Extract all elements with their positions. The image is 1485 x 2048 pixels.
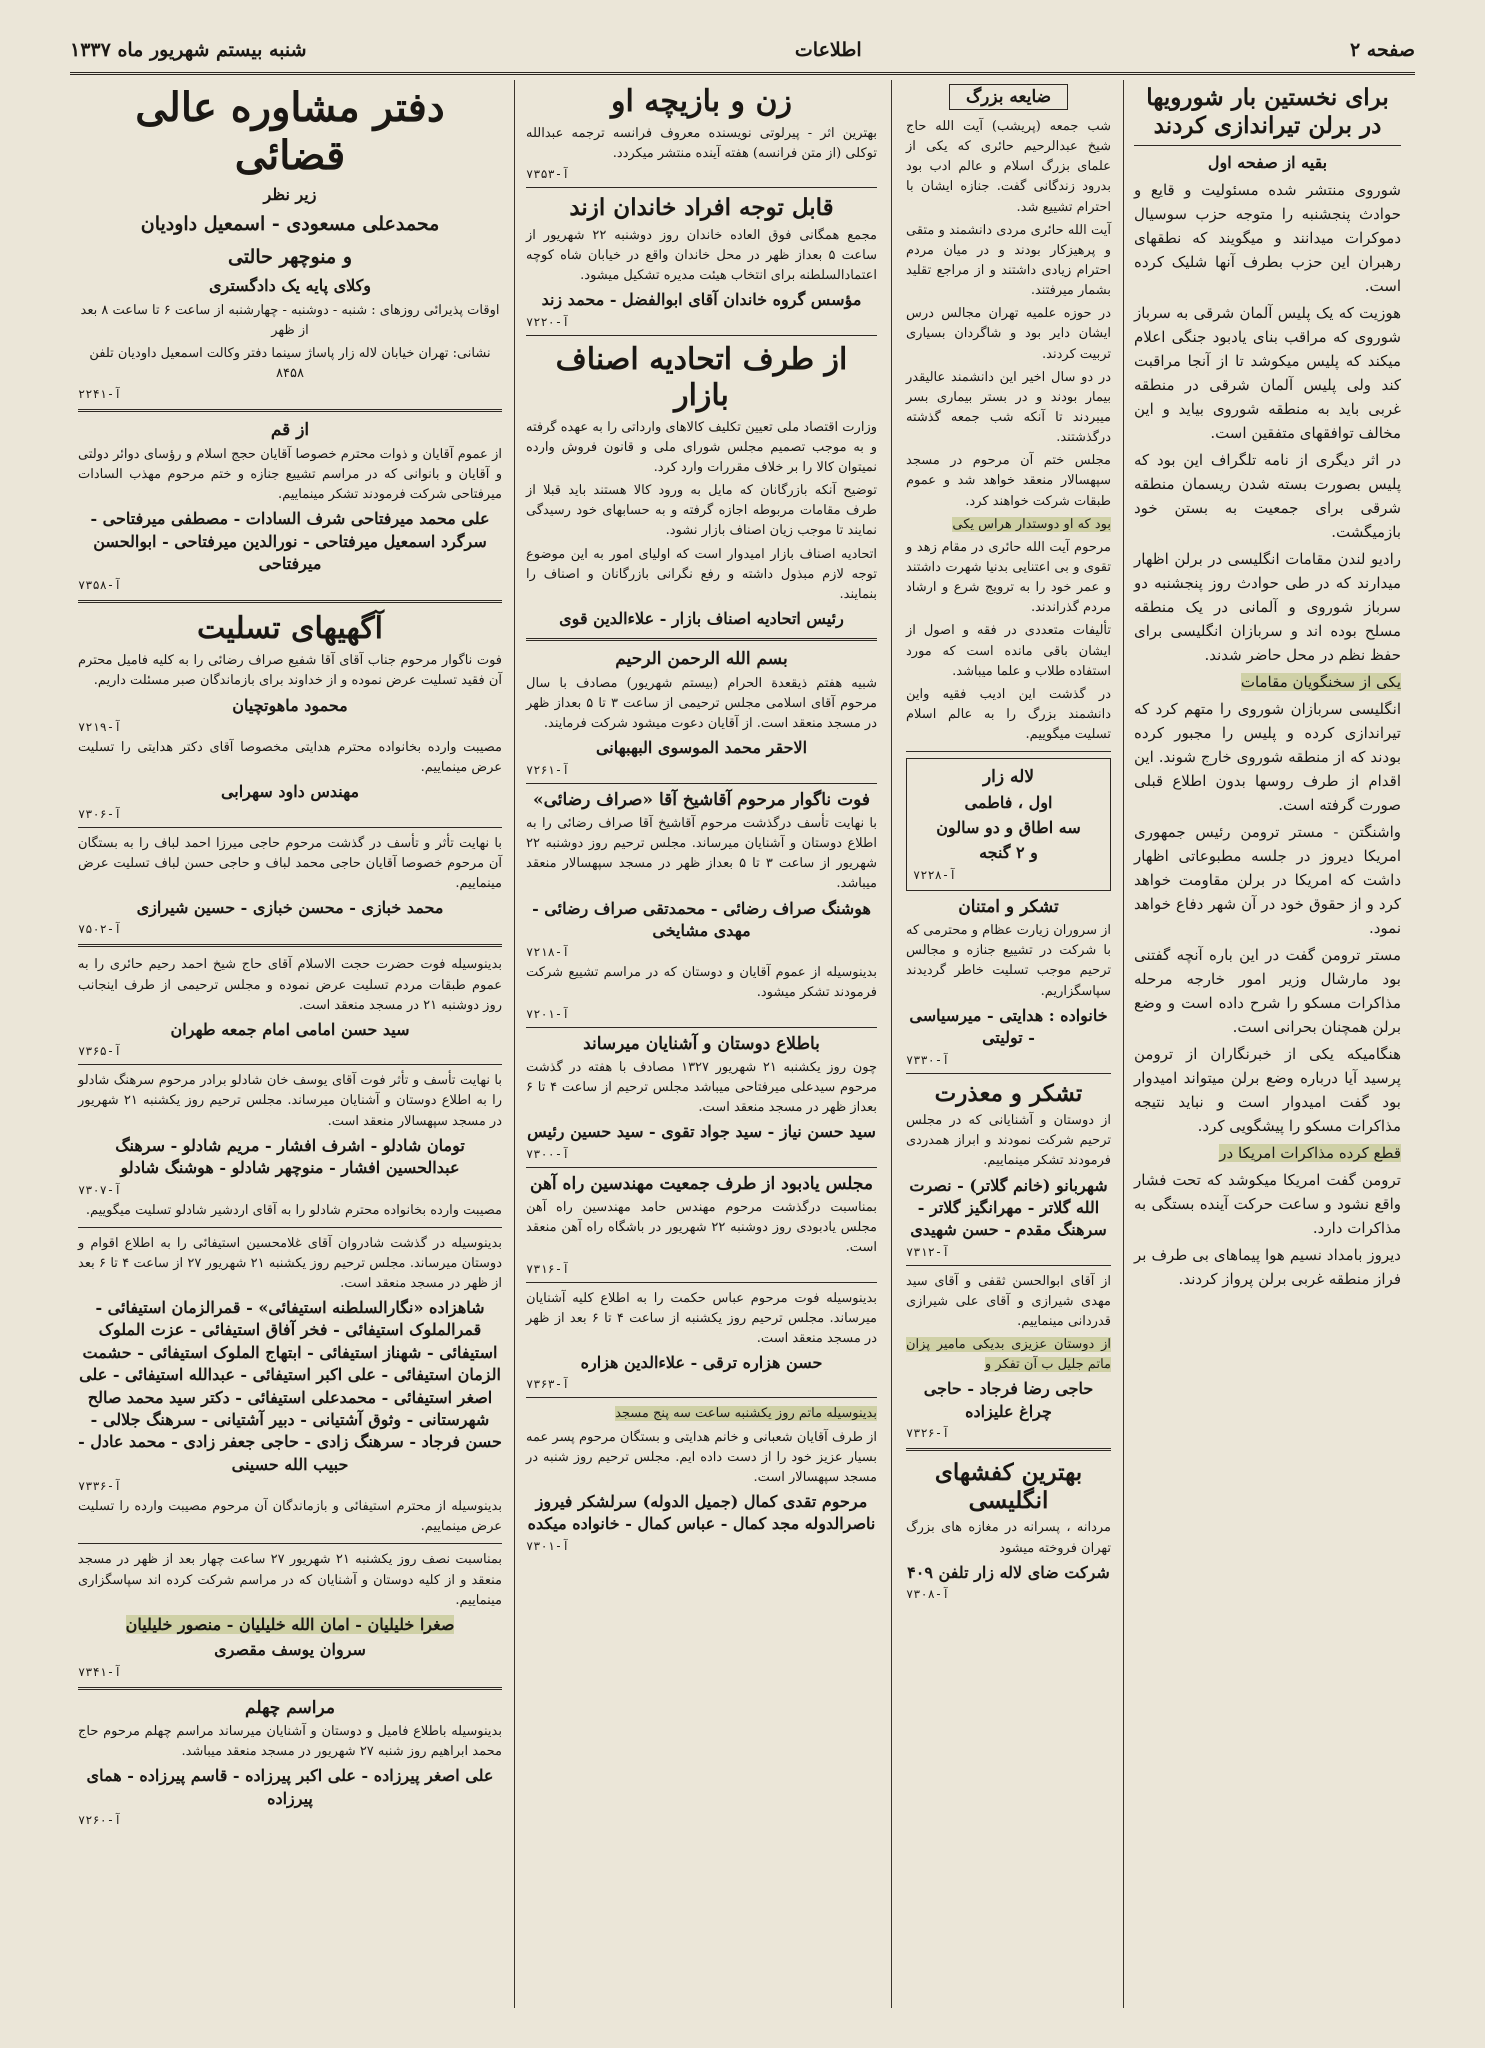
announcement-text: شبیه هفتم ذیقعدة الحرام (بیستم شهریور) مصادف با سال مرحوم آقای اسلامی مجلس ترحیمی از ساعت ۳ تا ۵ بعداز ظهر در مسجد منعقد است. از آقایان دعوت میشود شرکت فرمایند. bbox=[526, 675, 877, 732]
legal-office-title: دفتر مشاوره عالی قضائی bbox=[135, 84, 445, 179]
condolence-section-title: آگهیهای تسلیت bbox=[197, 611, 383, 647]
ad-code: آ-۷۲۶۱ bbox=[526, 762, 570, 777]
announcement-title: قابل توجه افراد خاندان ازند bbox=[569, 194, 834, 222]
ad-code: آ-۷۲۲۰ bbox=[526, 314, 570, 329]
ad-line: اول ، فاطمی bbox=[964, 792, 1053, 812]
ad-code: آ-۷۳۰۸ bbox=[906, 1587, 950, 1602]
ad-code: آ-۷۳۱۲ bbox=[906, 1244, 950, 1259]
condolence-text: بمناسبت نصف روز یکشنبه ۲۱ شهریور ۲۷ ساعت چهار بعد از ظهر در مسجد منعقد و از کلیه دوستان و آشنایان که در مراسم شرکت کرده اند سپاسگزاری مینماییم. bbox=[78, 1552, 502, 1608]
announcement-text: اتحادیه اصناف بازار امیدوار است که اولیای امور به این موضوع توجه لازم مبذول داشته و رفع نگرانی بازرگانان و اصناف را بنمایند. bbox=[526, 546, 877, 602]
condolence-signature: سروان یوسف مقصری bbox=[214, 1640, 366, 1660]
condolence-text: با نهایت تأثر و تأسف در گذشت مرحوم حاجی میرزا احمد لباف را به بستگان آن مرحوم خصوصا آقایان حاجی محمد لباف و حاجی حسن لباف تسلیت عرض مینماییم. bbox=[78, 835, 502, 891]
highlighted-text: از دوستان عزیزی بدیکی مامیر پزان ماتم جلیل ب آن تفکر و bbox=[906, 1337, 1111, 1373]
notice-signature: حاجی رضا فرجاد - حاجی چراغ علیزاده bbox=[923, 1379, 1094, 1421]
ad-code: آ-۷۳۶۵ bbox=[78, 1044, 122, 1059]
ad-code: آ-۷۳۰۱ bbox=[526, 1538, 570, 1553]
announcement-signature: رئیس اتحادیه اصناف بازار - علاءالدین قوی bbox=[559, 608, 844, 628]
notice-text: از آقای ابوالحسن ثقفی و آقای سید مهدی شیرازی و آقای علی شیرازی قدردانی مینماییم. bbox=[906, 1273, 1111, 1329]
announcement-signature: الاحقر محمد الموسوی البهبهانی bbox=[595, 738, 808, 758]
announcement-text: چون روز یکشنبه ۲۱ شهریور ۱۳۲۷ مصادف با هفته در گذشت مرحوم سیدعلی میرفتاحی میباشد مجلس ترحیم از ساعت ۴ تا ۶ بعداز ظهر در مسجد منعقد است. bbox=[526, 1059, 878, 1116]
announcement-text: بدینوسیله از عموم آقایان و دوستان که در مراسم تشییع شرکت فرمودند تشکر میشود. bbox=[526, 965, 877, 1001]
obituary-text: در حوزه علمیه تهران مجالس درس ایشان دایر بود و شاگردان بسیاری تربیت کردند. bbox=[906, 306, 1111, 362]
announcement-signature: سید حسن نیاز - سید جواد تقوی - سید حسین رئیس bbox=[527, 1122, 876, 1142]
condolence-text: بدینوسیله از محترم استیفائی و بازماندگان آن مرحوم مصیبت وارده را تسلیت عرض مینماییم. bbox=[78, 1499, 502, 1535]
announcement-text: مجمع همگانی فوق العاده خاندان روز دوشنبه ۲۲ شهریور از ساعت ۵ بعداز ظهر در محل خاندان واقع در خیابان شاه کوچه اعتمادالسلطنه برای انتخاب هیئت مدیره تشکیل میشود. bbox=[526, 227, 878, 284]
ad-code: آ-۲۲۴۱ bbox=[78, 387, 122, 402]
thanks-signature: خانواده : هدایتی - میرسیاسی - تولیتی bbox=[909, 1005, 1108, 1048]
column-announcements bbox=[518, 80, 885, 2008]
condolence-signature: علی اصغر پیرزاده - علی اکبر پیرزاده - قاسم پیرزاده - همای پیرزاده bbox=[86, 1766, 494, 1808]
legal-office-subtitle: زیر نظر bbox=[263, 185, 317, 204]
ad-code: آ-۷۲۱۹ bbox=[78, 720, 122, 734]
article-paragraph: هنگامیکه یکی از خبرنگاران از ترومن پرسید آیا درباره وضع برلن میتواند امیدوار بود گفت امیدوار است و نباید نتیجه مذاکرات مسکو را پیشگویی کرد. bbox=[1134, 1044, 1401, 1135]
announcement-text: وزارت اقتصاد ملی تعیین تکلیف کالاهای وارداتی را به عهده گرفته و به موجب تصمیم مجلس شورای ملی و قانون فروش وارده نمیتوان کالا را بر خلاف مقررات وارد کرد. bbox=[526, 419, 877, 475]
article-paragraph: واشنگتن - مستر ترومن رئیس جمهوری امریکا دیروز در جلسه مطبوعاتی اظهار داشت که امریکا در برلن مقاومت خواهد کرد و از حقوق خود در آن شهر دفاع خواهد نمود. bbox=[1134, 822, 1401, 937]
condolence-signature: تومان شادلو - اشرف افشار - مریم شادلو - سرهنگ عبدالحسین افشار - منوچهر شادلو - هوشنگ شادلو bbox=[115, 1135, 465, 1178]
column-rule bbox=[891, 80, 892, 2008]
ad-code: آ-۷۲۶۰ bbox=[78, 1813, 122, 1828]
announcement-signature: مؤسس گروه خاندان آقای ابوالفضل - محمد زند bbox=[541, 290, 862, 310]
ad-code: آ-۷۳۳۶ bbox=[78, 1479, 122, 1494]
ad-code: آ-۷۲۰۱ bbox=[526, 1006, 570, 1021]
ad-code: آ-۷۳۴۱ bbox=[78, 1664, 122, 1679]
legal-office-names: و منوچهر حالتی bbox=[227, 245, 352, 268]
legal-office-sub: وکلای پایه یک دادگستری bbox=[208, 276, 372, 296]
ad-line: سه اطاق و دو سالون bbox=[936, 818, 1081, 837]
announcement-signature: هوشنگ صراف رضائی - محمدتقی صراف رضائی - مهدی مشایخی bbox=[532, 898, 871, 940]
ad-code: آ-۷۲۱۸ bbox=[526, 945, 570, 960]
announcement-text: بمناسبت درگذشت مرحوم مهندس حامد مهندسین راه آهن مجلس یادبودی روز دوشنبه ۲۲ شهریور در باشگاه راه آهن منعقد است. bbox=[526, 1200, 877, 1256]
shoe-ad-signature: شرکت ضای لاله زار تلفن ۴۰۹ bbox=[907, 1562, 1110, 1582]
announcement-title: فوت ناگوار مرحوم آقاشیخ آقا «صراف رضائی» bbox=[533, 789, 870, 810]
announcement-text: بدینوسیله فوت مرحوم عباس حکمت را به اطلاع کلیه آشنایان میرساند. مجلس ترحیم روز یکشنبه از ساعت ۴ تا ۶ بعد از ظهر در مسجد منعقد است. bbox=[526, 1290, 877, 1346]
ad-code: آ-۷۳۳۰ bbox=[906, 1052, 950, 1067]
obituary-text: تألیفات متعددی در فقه و اصول از ایشان باقی مانده است که مورد استفاده طلاب و علما میباشد. bbox=[906, 623, 1111, 679]
obituary-text: مرحوم آیت الله حائری در مقام زهد و تقوی و بی اعتنایی بدنیا شهرت داشتند و عمر خود را به ترویج شرع و ارشاد مردم گذراندند. bbox=[906, 539, 1111, 616]
headline-berlin: برای نخستین بار شورویها در برلن تیراندازی کردند bbox=[1146, 84, 1389, 139]
ad-box-rental bbox=[906, 758, 1111, 891]
announcement-title: باطلاع دوستان و آشنایان میرساند bbox=[583, 1033, 820, 1054]
condolence-signature: مهندس داود سهرابی bbox=[220, 782, 360, 802]
box-title: ضایعه بزرگ bbox=[949, 84, 1068, 110]
thanks-text: از سروران زیارت عظام و محترمی که با شرکت در تشییع جنازه و مجالس ترحیم موجب تسلیت خاطر گردیدند سپاسگزاریم. bbox=[906, 923, 1111, 999]
condolence-title: مراسم چهلم bbox=[245, 1697, 335, 1718]
column-obituary bbox=[898, 80, 1119, 2008]
ad-code: آ-۷۲۲۸ bbox=[913, 867, 957, 882]
thanks2-signature: شهربانو (خانم گلاتر) - نصرت الله گلاتر - مهرانگیز گلاتر - سرهنگ مقدم - حسن شهیدی bbox=[909, 1175, 1108, 1240]
legal-office-names: محمدعلی مسعودی - اسمعیل داودیان bbox=[140, 213, 440, 236]
column-news-berlin bbox=[1126, 80, 1409, 2008]
condolence-text: فوت ناگوار مرحوم جناب آقای آقا شفیع صراف رضائی را به کلیه فامیل محترم آن فقید تسلیت عرض نموده و از خداوند برای بازماندگان صبر مسئلت داریم. bbox=[78, 653, 502, 689]
condolence-text: مصیبت وارده بخانواده محترم هدایتی مخصوصا آقای دکتر هدایتی را تسلیت عرض مینماییم. bbox=[78, 740, 502, 776]
date-line: شنبه بیستم شهریور ماه ۱۳۳۷ bbox=[70, 39, 307, 61]
paper-name: اطلاعات bbox=[794, 39, 862, 61]
thanks2-text: از دوستان و آشنایانی که در مجلس ترحیم شرکت نمودند و ابراز همدردی فرمودند تشکر مینماییم. bbox=[906, 1113, 1111, 1169]
condolence-text: مصیبت وارده بخانواده محترم شادلو را به آقای اردشیر شادلو تسلیت میگوییم. bbox=[85, 1202, 502, 1218]
article-paragraph: شوروی منتشر شده مسئولیت و قایع و حوادث پنجشنبه را متوجه حزب سوسیال دموکرات میدانند و میگویند که نطقهای رهبران این حزب بطرف آنها شلیک کرده است. bbox=[1134, 180, 1401, 295]
condolence-signature: شاهزاده «نگارالسلطنه استیفائی» - قمرالزمان استیفائی - قمرالملوک استیفائی - فخر آفاق استیفائی - عزت الملوک استیفائی - شهناز استیفائی - ابتهاج الملوک استیفائی - حشمت الزمان استیفائی - علی اکبر استیفائی - عبدالله استیفائی - علی اصغر استیفائی - محمدعلی استیفائی - دکتر سید محمد صالح شهرستانی - وثوق آشتیانی - دبیر آشتیانی - سرهنگ جلالی - حسن فرجاد - سرهنگ زادی - حاجی جعفر زادی - محمد عادل - حبیب الله حسینی bbox=[78, 1298, 502, 1474]
obituary-text: مجلس ختم آن مرحوم در مسجد سپهسالار منعقد خواهد شد و عموم طبقات شرکت خواهند کرد. bbox=[906, 453, 1111, 509]
ad-line: و ۲ گنجه bbox=[979, 843, 1038, 863]
condolence-signature: علی محمد میرفتاحی شرف السادات - مصطفی میرفتاحی - سرگرد اسمعیل میرفتاحی - نورالدین میرفتاحی - ابوالحسن میرفتاحی bbox=[90, 509, 490, 573]
highlighted-text: قطع کرده مذاکرات امریکا در bbox=[1219, 1143, 1401, 1162]
masthead bbox=[70, 28, 1415, 75]
announcement-text: از طرف آقایان شعبانی و خانم هدایتی و بستگان مرحوم پسر عمه بسیار عزیز خود را از دست داده ایم. مجلس ترحیم روز شنبه در مسجد سپهسالار است. bbox=[526, 1429, 877, 1485]
condolence-text: از عموم آقایان و ذوات محترم خصوصا آقایان حجج اسلام و رؤسای دوائر دولتی و آقایان و بانوانی که در مراسم تشییع جنازه و ختم مرحوم مهذب السادات میرفتاحی شرکت فرمودند تشکر مینماییم. bbox=[78, 446, 502, 503]
obituary-text: آیت الله حائری مردی دانشمند و متقی و پرهیزکار بودند و در میان مردم احترام زیادی داشتند و از مراجع تقلید بشمار میرفتند. bbox=[906, 222, 1111, 299]
column-condolences bbox=[70, 80, 510, 2008]
announcement-text: توضیح آنکه بازرگانان که مایل به ورود کالا هستند باید قبلا از طرف مقامات مربوطه اجازه گرفته و به حسابهای خود رسیدگی نمایند تا موجب زیان اصناف بازار نشود. bbox=[526, 483, 877, 539]
ad-code: آ-۷۳۶۳ bbox=[526, 1377, 570, 1392]
ad-code: آ-۷۳۲۶ bbox=[906, 1426, 950, 1441]
article-paragraph: در اثر دیگری از نامه تلگراف این بود که پلیس بصورت بسته شدن ریسمان منطقه شرقی برای جمعیت به بستن خود بازمیگشت. bbox=[1134, 450, 1401, 541]
ad-code: آ-۷۳۵۸ bbox=[78, 578, 122, 593]
announcement-text: بهترین اثر - پیرلوتی نویسنده معروف فرانسه ترجمه عبدالله توکلی (از متن فرانسه) هفته آینده منتشر میکردد. bbox=[526, 126, 877, 162]
column-rule bbox=[1123, 80, 1124, 2008]
legal-office-address: نشانی: تهران خیابان لاله زار پاساژ سینما دفتر وکالت اسمعیل داودیان تلفن ۸۴۵۸ bbox=[89, 346, 491, 382]
ad-code: آ-۷۳۰۶ bbox=[78, 806, 122, 821]
shoe-ad-text: مردانه ، پسرانه در مغازه های بزرگ تهران فروخته میشود bbox=[906, 1520, 1111, 1556]
thanks-title: تشکر و امتنان bbox=[958, 896, 1059, 917]
ad-code: آ-۷۳۵۳ bbox=[526, 167, 570, 182]
announcement-signature: مرحوم تقدی کمال (جمیل الدوله) سرلشکر فیروز ناصرالدوله مجد کمال - عباس کمال - خانواده میکده bbox=[527, 1491, 876, 1534]
announcement-title: زن و بازیچه او bbox=[611, 84, 792, 119]
announcement-signature: حسن هزاره ترقی - علاءالدین هزاره bbox=[580, 1353, 823, 1372]
announcement-title: بسم الله الرحمن الرحیم bbox=[615, 649, 788, 670]
article-paragraph: رادیو لندن مقامات انگلیسی در برلن اظهار میدارند که در طی حوادث روز پنجشنبه دو سرباز شوروی و آلمانی در یک منطقه مسلح بوده اند و سربازان انگلیسی برای حفظ نظم در محل حاضر شدند. bbox=[1134, 549, 1401, 664]
continued-label: بقیه از صفحه اول bbox=[1207, 153, 1328, 173]
ad-code: آ-۷۳۱۶ bbox=[526, 1261, 570, 1276]
condolence-text: بدینوسیله فوت حضرت حجت الاسلام آقای حاج شیخ احمد رحیم حائری را به عموم طبقات مردم تسلیت عرض نموده و مجلس ترحیمی از طرف اینجانب روز دوشنبه ۲۱ در مسجد منعقد است. bbox=[78, 957, 502, 1013]
obituary-text: در دو سال اخیر این دانشمند عالیقدر بیمار بودند و در بستر بیماری بسر میبردند تا آنکه شب جمعه گذشته درگذشتند. bbox=[906, 369, 1111, 446]
highlighted-text: بدینوسیله ماتم روز یکشنبه ساعت سه پنج مسجد bbox=[615, 1406, 877, 1422]
obituary-text: شب جمعه (پریشب) آیت الله حاج شیخ عبدالرحیم حائری که یکی از علمای بزرگ اسلام و عالم ادب بود بدرود زندگانی گفت. جنازه ایشان با احترام تشییع شد. bbox=[906, 119, 1111, 215]
highlighted-text: بود که او دوستدار هراس یکی bbox=[952, 516, 1111, 532]
condolence-text: با نهایت تأسف و تأثر فوت آقای یوسف خان شادلو برادر مرحوم سرهنگ شادلو را به اطلاع دوستان و آشنایان میرساند. مجلس ترحیم روز یکشنبه ۲۱ شهریور در مسجد سپهسالار منعقد است. bbox=[78, 1073, 502, 1129]
obituary-text: در گذشت این ادیب فقیه واین دانشمند بزرگ را به عالم اسلام تسلیت میگوییم. bbox=[906, 686, 1111, 743]
ad-code: آ-۷۳۰۷ bbox=[78, 1182, 122, 1197]
condolence-text: بدینوسیله باطلاع فامیل و دوستان و آشنایان میرساند مراسم چهلم مرحوم حاج محمد ابراهیم روز شنبه ۲۷ شهریور در مسجد منعقد میباشد. bbox=[78, 1724, 502, 1760]
article-paragraph: انگلیسی سربازان شوروی را متهم کرد که تیراندازی کرده و پلیس را مجبور کرده بودند که از منطقه شوروی خارج شوند. این اقدام از طرف روسها بدون اطلاع قبلی صورت گرفته است. bbox=[1134, 699, 1401, 814]
announcement-title: مجلس یادبود از طرف جمعیت مهندسین راه آهن bbox=[530, 1173, 873, 1194]
condolence-signature: سید حسن امامی امام جمعه طهران bbox=[170, 1019, 410, 1039]
column-rule bbox=[514, 80, 515, 2008]
condolence-text: بدینوسیله در گذشت شادروان آقای غلامحسین استیفائی را به اطلاع اقوام و دوستان میرساند. مجلس ترحیم روز یکشنبه ۲۱ شهریور ۲۷ از ساعت ۴ تا ۶ بعد از ظهر در مسجد منعقد است. bbox=[78, 1235, 502, 1291]
article-paragraph: دیروز بامداد نسیم هوا پیماهای بی طرف بر فراز منطقه غربی برلن پرواز کردند. bbox=[1134, 1245, 1401, 1288]
article-paragraph: ترومن گفت امریکا میکوشد که تحت فشار واقع نشود و ساعت حرکت آینده بستگی به مذاکرات دارد. bbox=[1134, 1170, 1401, 1237]
ad-code: آ-۷۳۰۰ bbox=[526, 1146, 570, 1161]
article-paragraph: هوزیت که یک پلیس آلمان شرقی به سرباز شوروی که مراقب بنای یادبود جنگی اعلام میکند که پلیس میکوشد تا از آنجا مراقبت کند ولی پلیس آلمان شرقی در منطقه غربی باید به منطقه شوروی بیاید و این مخالف توافقهای متفقین است. bbox=[1134, 303, 1401, 442]
highlighted-text: صغرا خلیلیان - امان الله خلیلیان - منصور خلیلیان bbox=[125, 1614, 455, 1634]
article-paragraph: مستر ترومن گفت در این باره آنچه گفتنی بود مارشال وزیر امور خارجه مرحله مذاکرات مسکو را شرح داده است و وضع برلن همچنان بحرانی است. bbox=[1134, 945, 1401, 1036]
condolence-signature: محمد خبازی - محسن خبازی - حسین شیرازی bbox=[136, 898, 444, 918]
legal-office-hours: اوقات پذیرائی روزهای : شنبه - دوشنبه - چهارشنبه از ساعت ۶ تا ساعت ۸ بعد از ظهر bbox=[80, 302, 500, 338]
announcement-text: با نهایت تأسف درگذشت مرحوم آقاشیخ آقا صراف رضائی را به اطلاع دوستان و آشنایان میرساند. مجلس ترحیم روز دوشنبه ۲۲ شهریور از ساعت ۳ تا ۵ بعداز ظهر در مسجد سپهسالار منعقد میباشد. bbox=[526, 815, 877, 892]
highlighted-text: یکی از سخنگویان مقامات bbox=[1240, 672, 1401, 691]
condolence-signature: محمود ماهوتچیان bbox=[232, 695, 348, 715]
thanks2-title: تشکر و معذرت bbox=[934, 1079, 1083, 1107]
announcement-title: از طرف اتحادیه اصناف بازار bbox=[555, 341, 848, 413]
ad-code: آ-۷۵۰۲ bbox=[78, 922, 122, 937]
condolence-title: از قم bbox=[270, 420, 310, 441]
shoe-ad-title: بهترین کفشهای انگلیسی bbox=[934, 1459, 1083, 1514]
page-number: صفحه ۲ bbox=[1349, 39, 1415, 61]
ad-title: لاله زار bbox=[982, 767, 1035, 788]
